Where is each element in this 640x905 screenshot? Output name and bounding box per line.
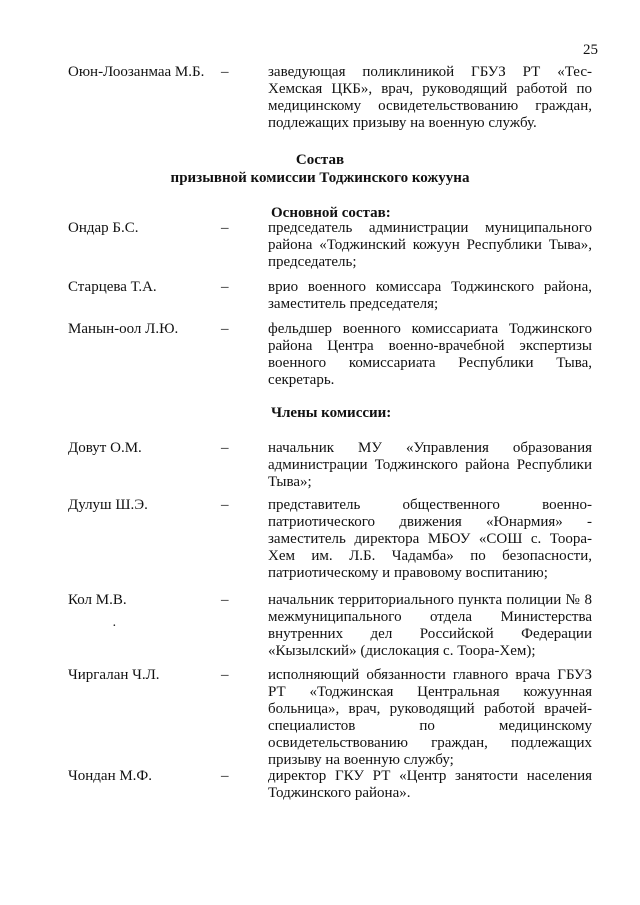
member-dash: – xyxy=(221,321,229,337)
member-description: исполняющий обязанности главного врача ГБУЗ РТ «Тоджинская Центральная кожуунная больница», врач, руководящий работой врачей-специалистов по медицинскому освидетельствованию граждан, подлежащих призыву на военную службу; xyxy=(268,667,592,768)
member-dash: – xyxy=(221,440,229,456)
members-section-heading: Члены комиссии: xyxy=(271,405,392,421)
member-description: фельдшер военного комиссариата Тоджинского района Центра военно-врачебной экспертизы военного комиссариата Республики Тыва, секретарь. xyxy=(268,321,592,388)
member-description: врио военного комиссара Тоджинского района, заместитель председателя; xyxy=(268,279,592,312)
member-dash: – xyxy=(221,667,229,683)
member-name: Манын-оол Л.Ю. xyxy=(68,321,179,337)
document-title-line2: призывной комиссии Тоджинского кожууна xyxy=(170,170,470,186)
document-title-line1: Состав xyxy=(295,152,345,168)
member-name: Кол М.В. xyxy=(68,592,127,608)
member-name: Дулуш Ш.Э. xyxy=(68,497,148,513)
member-name: Чондан М.Ф. xyxy=(68,768,153,784)
member-description: заведующая поликлиникой ГБУЗ РТ «Тес-Хемская ЦКБ», врач, руководящий работой по медицинскому освидетельствованию граждан, подлежащих призыву на военную службу. xyxy=(268,64,592,131)
member-dash: – xyxy=(221,64,229,80)
main-section-heading: Основной состав: xyxy=(271,205,391,221)
member-name: Оюн-Лоозанмаа М.Б. xyxy=(68,64,205,80)
member-name: Довут О.М. xyxy=(68,440,142,456)
member-description: начальник МУ «Управления образования администрации Тоджинского района Республики Тыва»; xyxy=(268,440,592,490)
member-name: Чиргалан Ч.Л. xyxy=(68,667,160,683)
page-number: 25 xyxy=(583,42,598,58)
stray-mark: · xyxy=(112,619,117,634)
member-dash: – xyxy=(221,220,229,236)
member-name: Ондар Б.С. xyxy=(68,220,139,236)
member-dash: – xyxy=(221,497,229,513)
member-dash: – xyxy=(221,592,229,608)
member-dash: – xyxy=(221,768,229,784)
member-dash: – xyxy=(221,279,229,295)
member-description: начальник территориального пункта полиции № 8 межмуниципального отдела Министерства внутренних дел Российской Федерации «Кызылский» (дислокация с. Тоора-Хем); xyxy=(268,592,592,659)
member-description: директор ГКУ РТ «Центр занятости населения Тоджинского района». xyxy=(268,768,592,801)
member-description: представитель общественного военно-патриотического движения «Юнармия» - заместитель директора МБОУ «СОШ с. Тоора-Хем им. Л.Б. Чадамба» по безопасности, патриотическому и правовому воспитанию; xyxy=(268,497,592,581)
member-name: Старцева Т.А. xyxy=(68,279,157,295)
member-description: председатель администрации муниципального района «Тоджинский кожуун Республики Тыва», председатель; xyxy=(268,220,592,270)
